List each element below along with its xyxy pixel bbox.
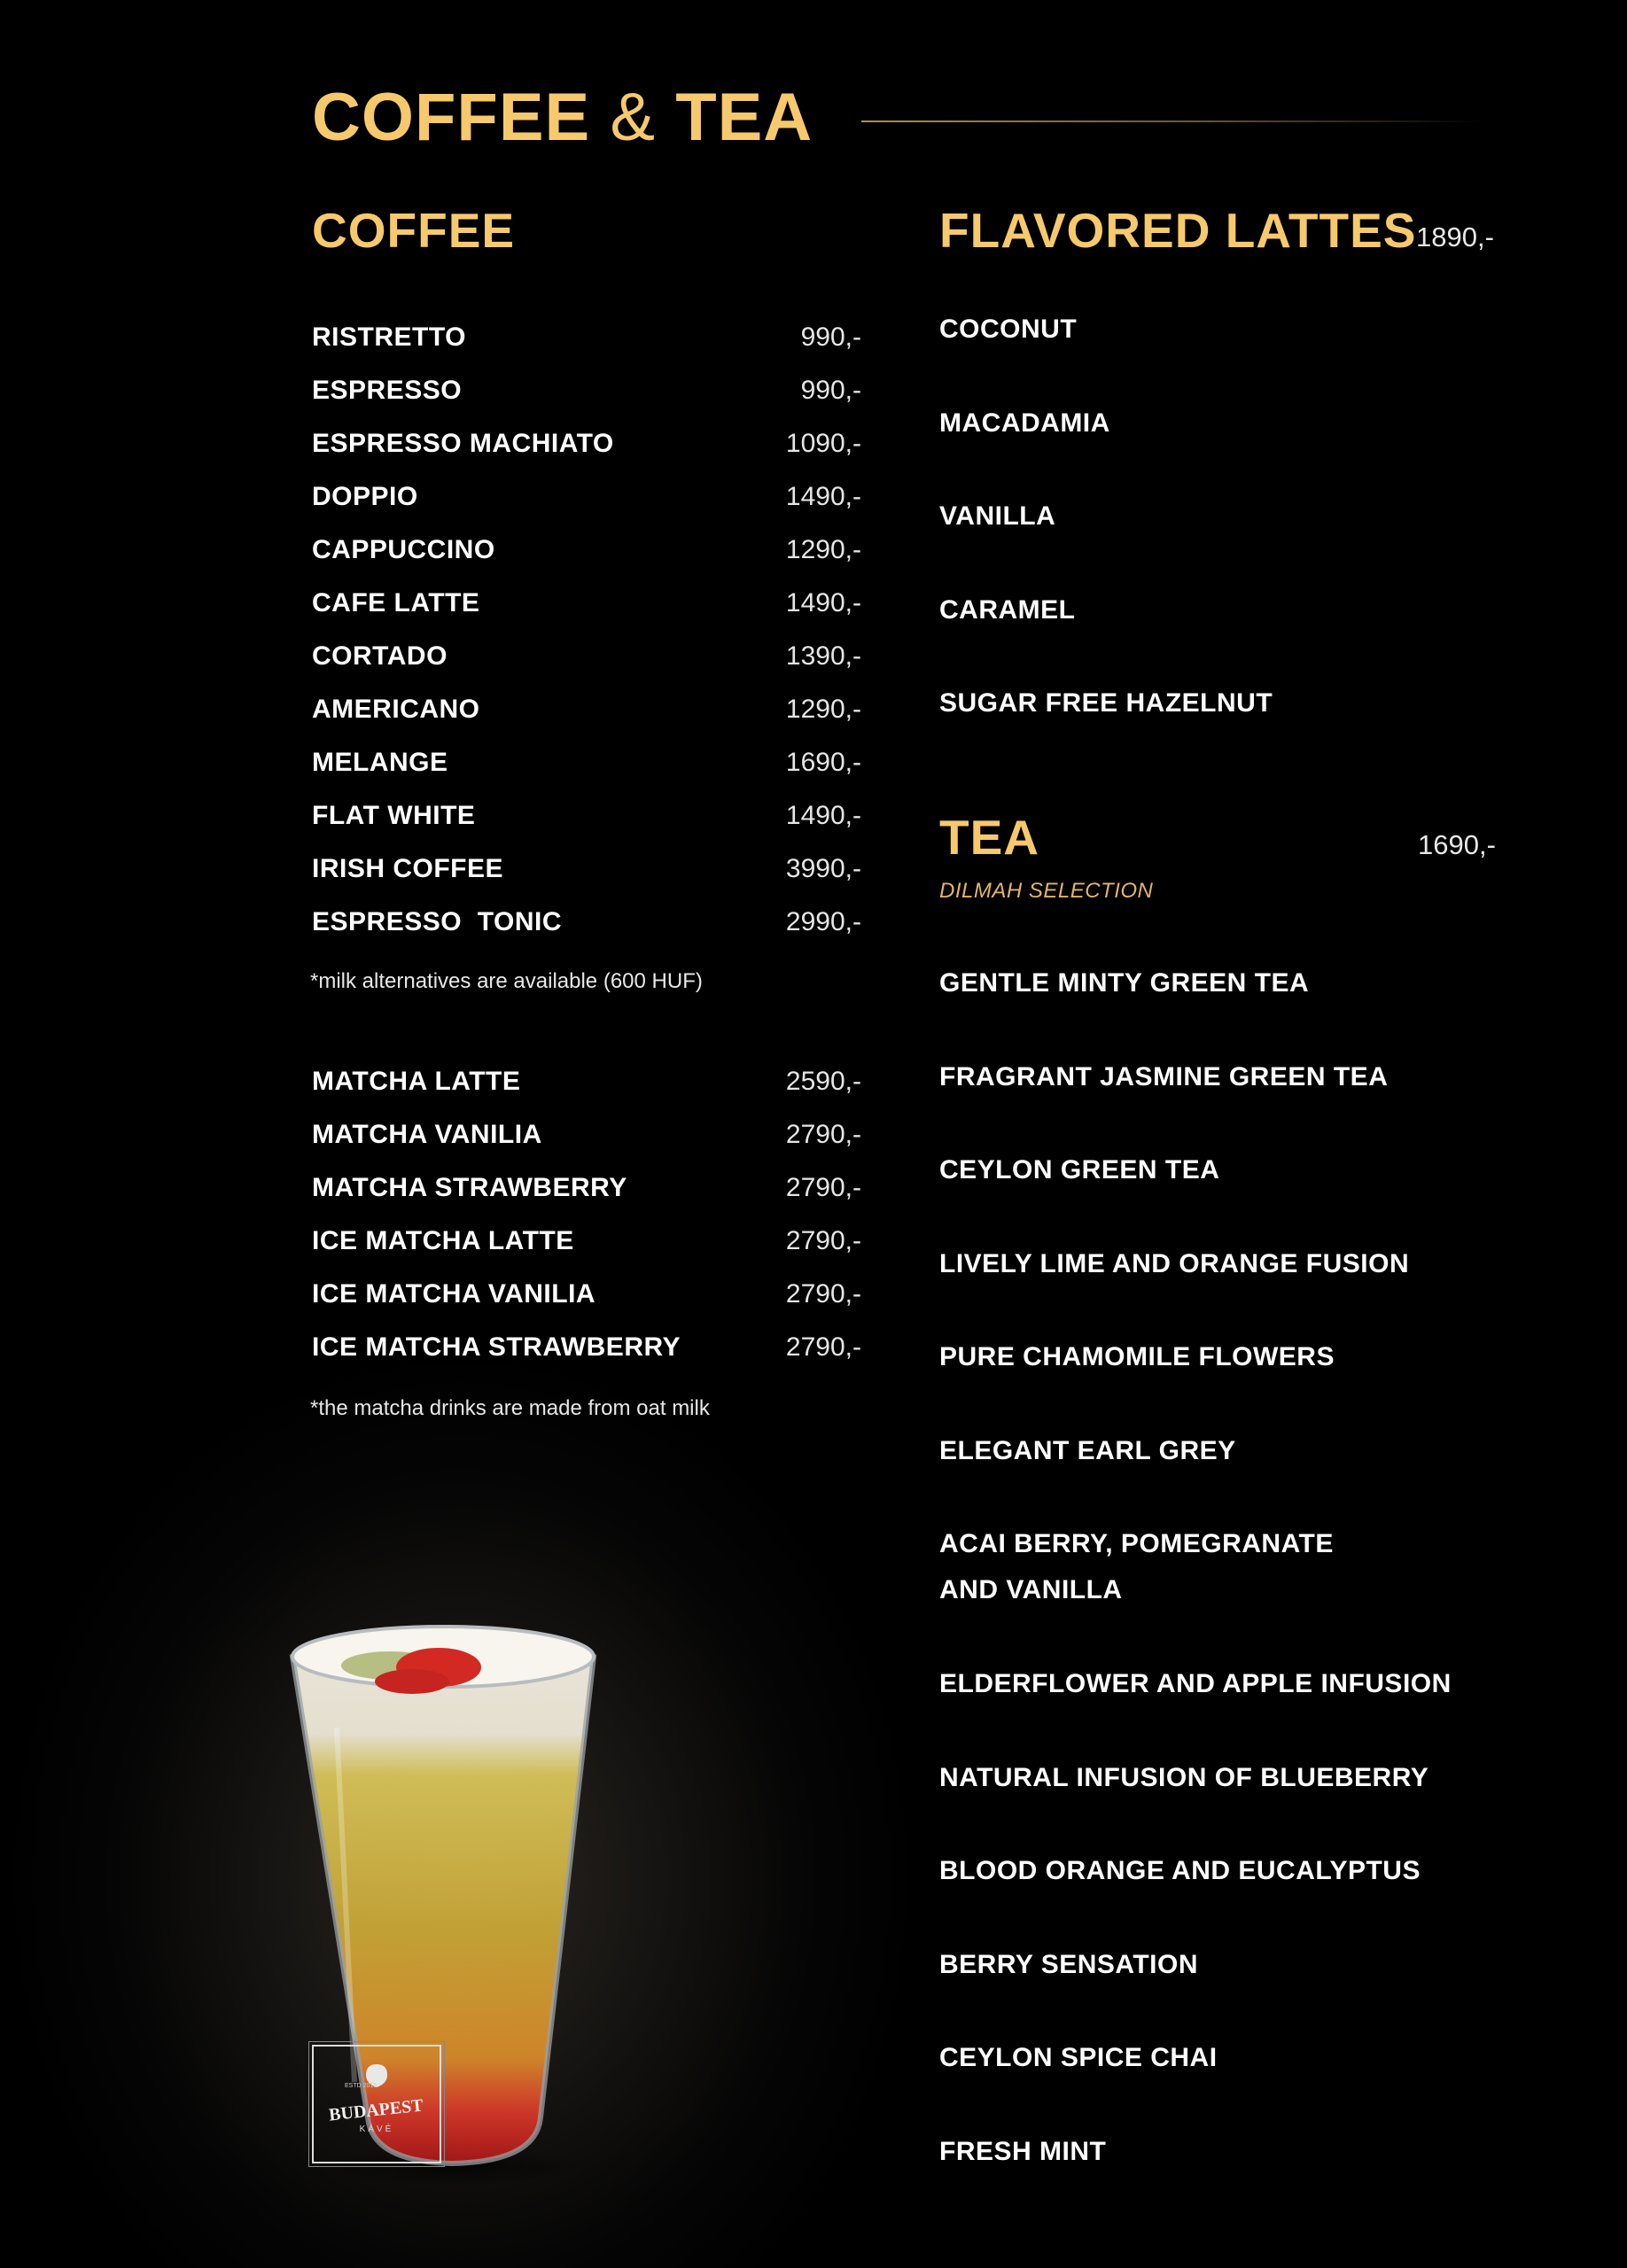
list-item: CEYLON GREEN TEA — [939, 1155, 1220, 1184]
item-price: 1490,- — [785, 482, 861, 511]
flavored-lattes-list — [939, 307, 1273, 774]
item-name: ICE MATCHA VANILIA — [312, 1279, 596, 1309]
list-item: NATURAL INFUSION OF BLUEBERRY — [939, 1762, 1429, 1792]
list-item: CEYLON SPICE CHAI — [939, 2043, 1218, 2072]
menu-item — [312, 482, 861, 535]
page-title: COFFEE & TEA — [312, 80, 814, 155]
list-item: BERRY SENSATION — [939, 1949, 1198, 1979]
title-divider — [861, 120, 1482, 122]
svg-text:BUDAPEST: BUDAPEST — [328, 2095, 424, 2125]
item-price: 2990,- — [785, 907, 861, 936]
svg-text:KÁVÉ: KÁVÉ — [359, 2124, 394, 2134]
item-name: ESPRESSO TONIC — [312, 907, 563, 936]
item-name: DOPPIO — [312, 482, 418, 511]
item-name: CAPPUCCINO — [312, 535, 495, 564]
menu-item — [312, 641, 861, 695]
item-name: ESPRESSO MACHIATO — [312, 429, 614, 458]
menu-item — [312, 854, 861, 907]
item-name: CORTADO — [312, 641, 448, 671]
tea-price: 1690,- — [1418, 829, 1496, 860]
list-item: FRAGRANT JASMINE GREEN TEA — [939, 1061, 1389, 1091]
menu-item — [312, 695, 861, 748]
list-item: SUGAR FREE HAZELNUT — [939, 688, 1273, 718]
item-name: ICE MATCHA STRAWBERRY — [312, 1332, 681, 1362]
item-price: 1390,- — [785, 641, 861, 671]
item-price: 2790,- — [785, 1332, 861, 1362]
matcha-list — [312, 1067, 861, 1386]
item-name: MATCHA LATTE — [312, 1067, 521, 1096]
menu-item — [312, 1067, 861, 1120]
list-item: LIVELY LIME AND ORANGE FUSION — [939, 1248, 1410, 1278]
item-price: 1490,- — [785, 801, 861, 830]
list-item: ACAI BERRY, POMEGRANATE AND VANILLA — [939, 1529, 1334, 1604]
menu-item — [312, 535, 861, 588]
matcha-note: *the matcha drinks are made from oat milk — [310, 1396, 710, 1420]
item-price: 2790,- — [785, 1173, 861, 1202]
item-price: 1690,- — [785, 748, 861, 777]
list-item: ELEGANT EARL GREY — [939, 1435, 1236, 1465]
item-name: ESPRESSO — [312, 376, 463, 405]
item-name: IRISH COFFEE — [312, 854, 504, 883]
menu-item — [312, 801, 861, 854]
item-price: 1490,- — [785, 588, 861, 617]
tea-section-title: TEA — [939, 810, 1039, 865]
menu-item — [312, 322, 861, 376]
flavored-lattes-title: FLAVORED LATTES — [939, 203, 1417, 258]
menu-item — [312, 907, 861, 960]
menu-item — [312, 748, 861, 801]
list-item: MACADAMIA — [939, 408, 1110, 438]
item-price: 2790,- — [785, 1226, 861, 1255]
list-item: VANILLA — [939, 501, 1056, 531]
menu-item — [312, 1226, 861, 1279]
menu-item — [312, 588, 861, 641]
milk-note: *milk alternatives are available (600 HUF) — [310, 969, 703, 993]
list-item: GENTLE MINTY GREEN TEA — [939, 968, 1310, 998]
menu-item — [312, 1120, 861, 1173]
list-item: CARAMEL — [939, 594, 1076, 625]
budapest-kave-logo — [312, 2045, 441, 2163]
item-name: AMERICANO — [312, 695, 480, 724]
item-price: 3990,- — [785, 854, 861, 883]
item-name: CAFE LATTE — [312, 588, 480, 617]
item-price: 1290,- — [785, 535, 861, 564]
coffee-section-title: COFFEE — [312, 203, 516, 258]
item-name: FLAT WHITE — [312, 801, 476, 830]
coffee-list — [312, 322, 861, 960]
item-price: 2790,- — [785, 1279, 861, 1309]
menu-item — [312, 1279, 861, 1332]
menu-item — [312, 429, 861, 482]
list-item: PURE CHAMOMILE FLOWERS — [939, 1342, 1335, 1371]
flavored-lattes-price: 1890,- — [1416, 221, 1494, 252]
list-item: COCONUT — [939, 315, 1078, 344]
item-name: ICE MATCHA LATTE — [312, 1226, 574, 1255]
list-item: ELDERFLOWER AND APPLE INFUSION — [939, 1669, 1452, 1698]
item-name: RISTRETTO — [312, 322, 466, 352]
item-name: MELANGE — [312, 748, 448, 777]
item-name: MATCHA VANILIA — [312, 1120, 542, 1149]
svg-text:ESTD 2015: ESTD 2015 — [345, 2083, 378, 2089]
item-price: 990,- — [800, 376, 861, 405]
menu-item — [312, 376, 861, 429]
tea-subtitle: DILMAH SELECTION — [939, 879, 1154, 903]
item-price: 990,- — [800, 322, 861, 352]
list-item: FRESH MINT — [939, 2136, 1107, 2166]
menu-item — [312, 1332, 861, 1386]
item-price: 2590,- — [785, 1067, 861, 1096]
list-item: BLOOD ORANGE AND EUCALYPTUS — [939, 1856, 1421, 1885]
item-name: MATCHA STRAWBERRY — [312, 1173, 627, 1202]
menu-item — [312, 1173, 861, 1226]
item-price: 1090,- — [785, 429, 861, 458]
tea-list — [939, 960, 1452, 2222]
item-price: 2790,- — [785, 1120, 861, 1149]
item-price: 1290,- — [785, 695, 861, 724]
